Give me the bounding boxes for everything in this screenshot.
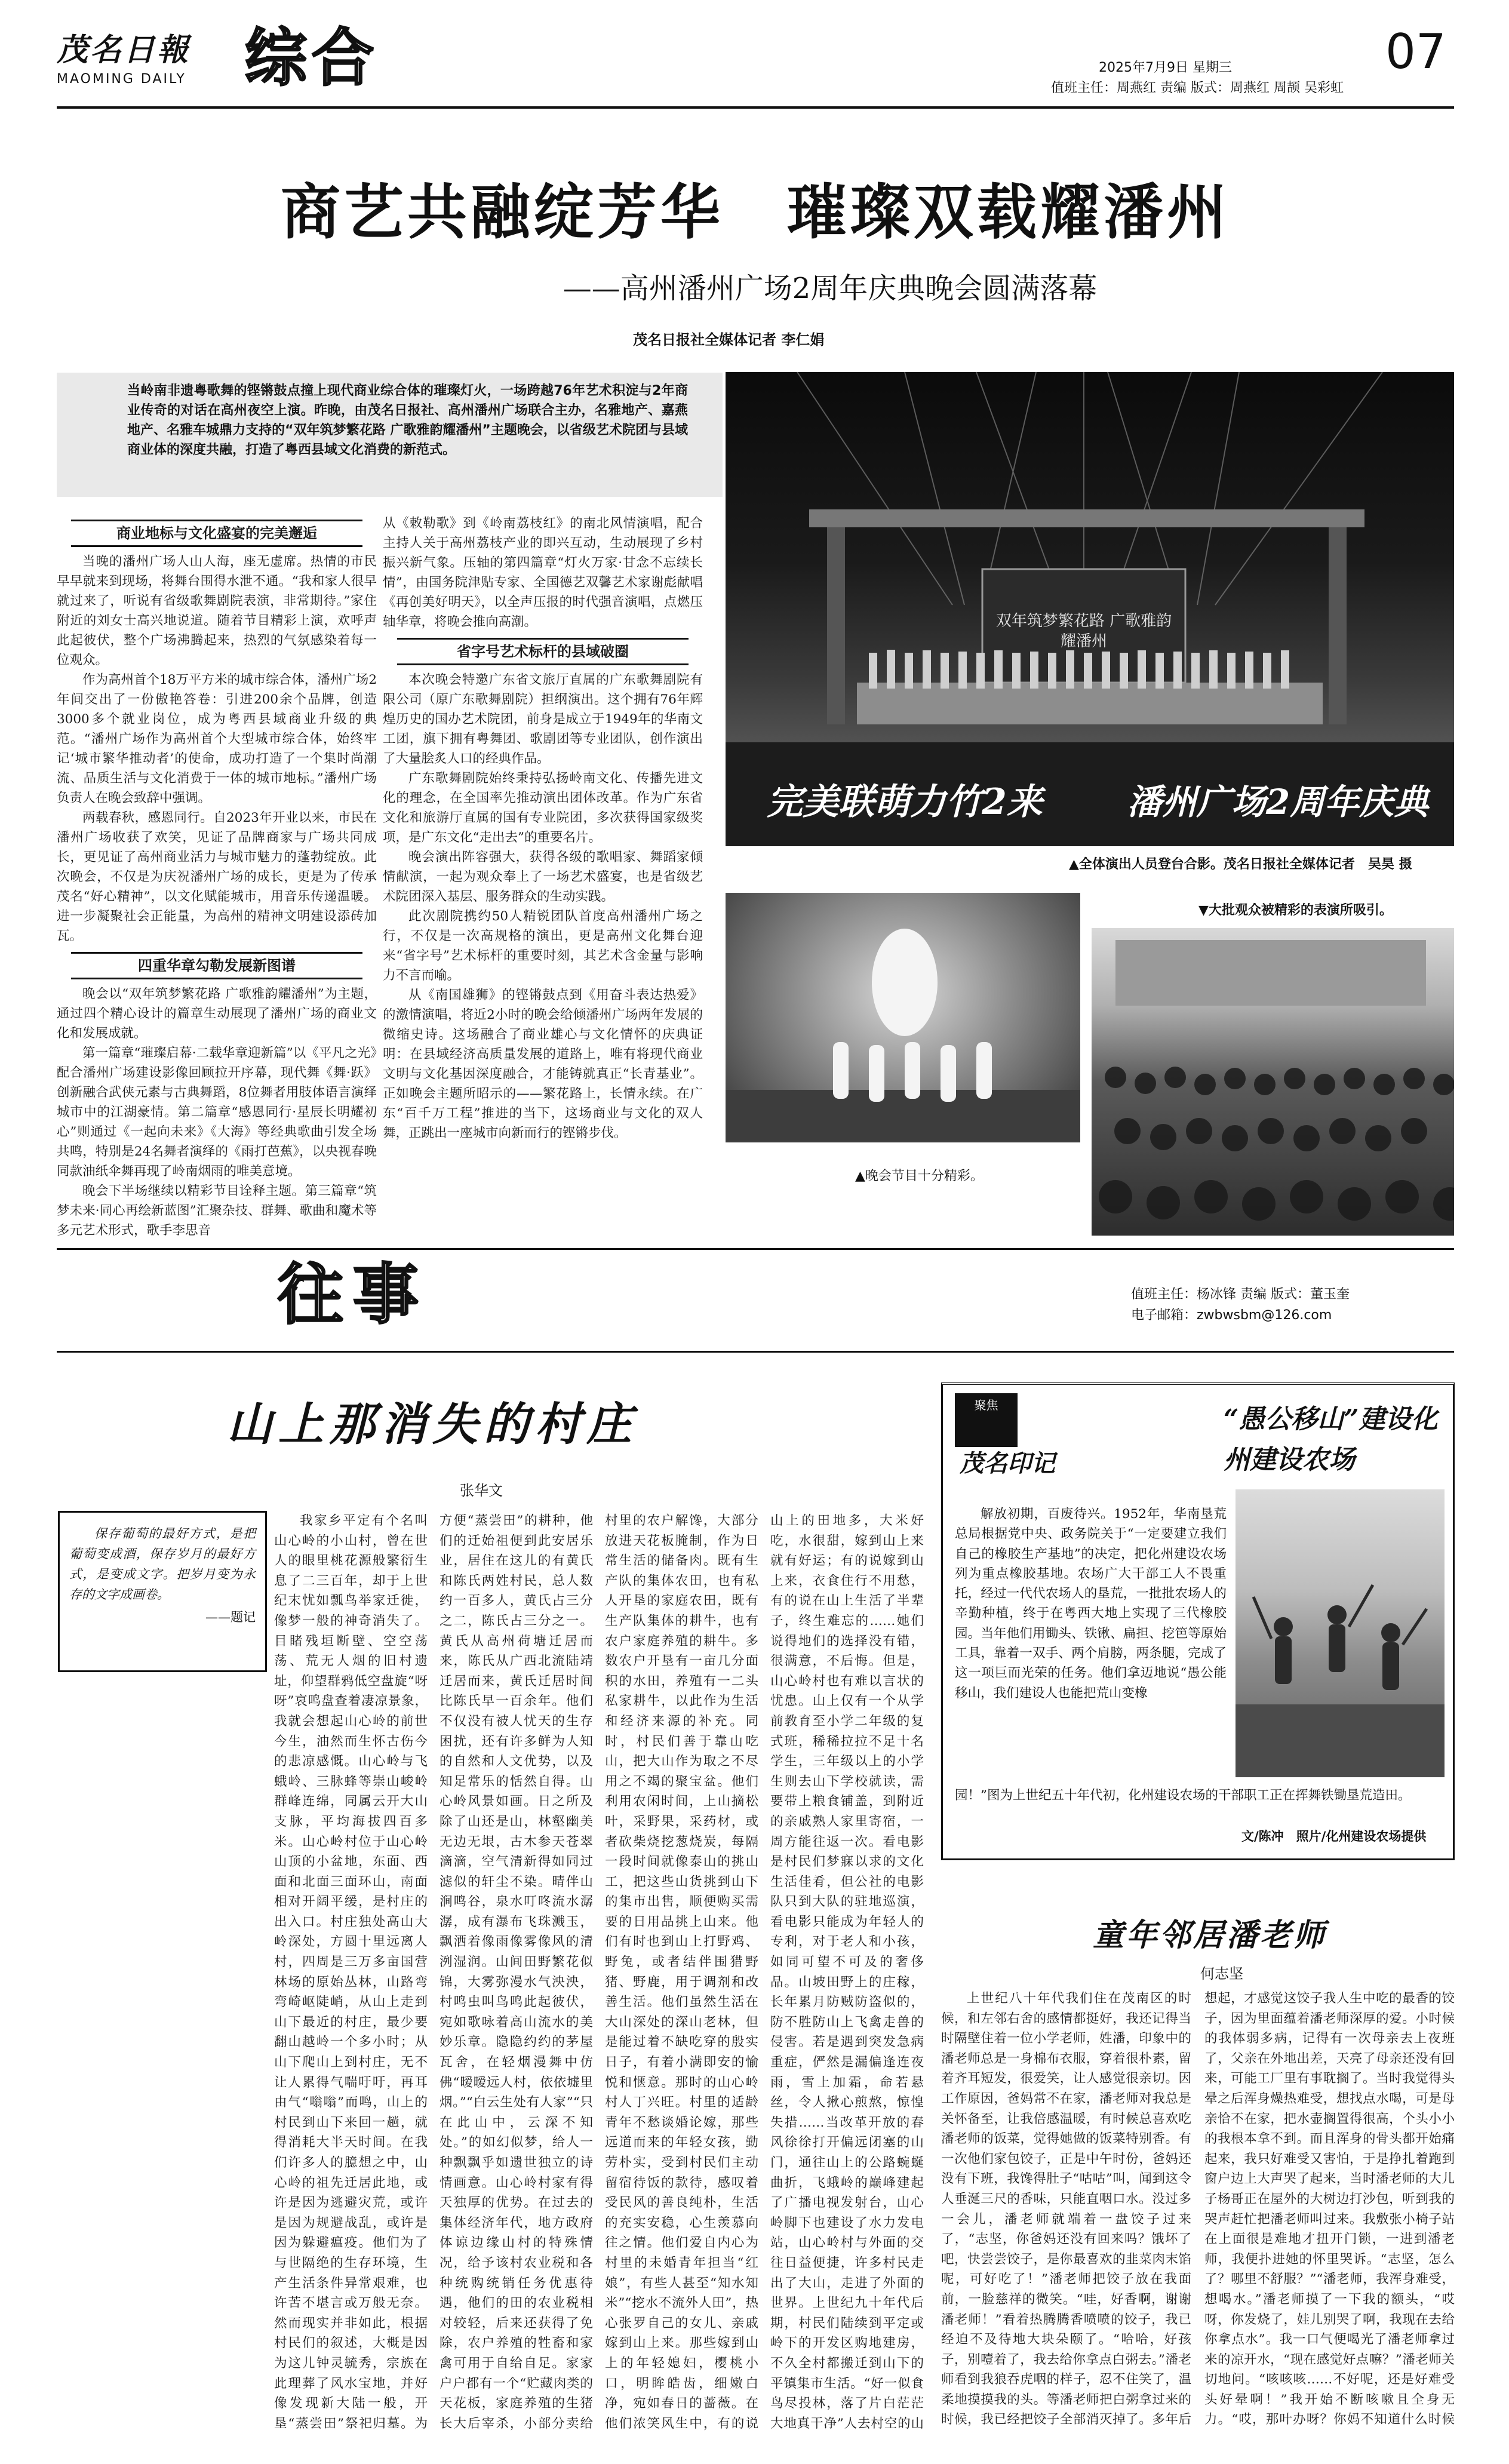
article3-title: 童年邻居潘老师 bbox=[1093, 1917, 1327, 1953]
banner-right: 潘州广场2周年庆典 bbox=[1127, 782, 1429, 822]
history-editors: 值班主任：杨冰锋 责编 版式：董玉奎 bbox=[1131, 1287, 1350, 1302]
article3-body bbox=[941, 1989, 1455, 2448]
section-divider bbox=[57, 1248, 1454, 1250]
dance-photo bbox=[726, 893, 1080, 1142]
stage-group-photo bbox=[726, 372, 1454, 846]
lead-paragraph: 第一篇章“璀璨启幕·二载华章迎新篇”以《平凡之光》配合潘州广场建设影像回顾拉开序幕，现代舞《舞·跃》创新融合武侠元素与古典舞蹈，8位舞者用肢体语言演绎城市中的江湖豪情。第二篇章“感恩同行·星辰长明耀初心”则通过《一起向未来》《大海》等经典歌曲引发全场共鸣，特别是24名舞者演绎的《雨打芭蕉》，以央视春晚同款油纸伞舞再现了岭南烟雨的唯美意境。 bbox=[57, 1046, 377, 1179]
audience-photo bbox=[1092, 928, 1454, 1236]
article1-epigraph: 保存葡萄的最好方式，是把葡萄变成酒，保存岁月的最好方式，是变成文字。把岁月变为永存的文字成画卷。 bbox=[69, 1526, 256, 1602]
lead-paragraph: 此次剧院携约50人精锐团队首度高州潘州广场之行，不仅是一次高规格的演出，更是高州文化舞台迎来“省字号”艺术标杆的重要时刻，其艺术含金量与影响力不言而喻。 bbox=[383, 909, 703, 983]
article2-caption: 园！”图为上世纪五十年代初，化州建设农场的干部职工正在挥舞铁锄垦荒造田。 bbox=[955, 1788, 1411, 1803]
stage-screen-text: 双年筑梦繁花路 广歌雅韵耀潘州 bbox=[995, 612, 1172, 650]
article2-body: 解放初期，百废待兴。1952年，华南垦荒总局根据党中央、政务院关于“一定要建立我们自己的橡胶生产基地”的决定，把化州建设农场列为重点橡胶基地。农场广大干部工人不畏重托，经过一代代农场人的垦荒，一批批农场人的辛勤种植，终于在粤西大地上实现了三代橡胶园。当年他们用锄头、铁锹、扁担、挖笆等原始工具，靠着一双手、两个肩膀，两条腿，完成了这一项巨而光荣的任务。他们拿迈地说“愚公能移山，我们建设人也能把荒山变橡 bbox=[955, 1507, 1227, 1701]
lead-intro-box bbox=[57, 373, 723, 497]
lead-title: 商艺共融绽芳华 璀璨双载耀潘州 bbox=[281, 177, 1230, 247]
article1-author: 张华文 bbox=[460, 1482, 503, 1499]
paper-logo bbox=[57, 32, 230, 87]
article1-epigraph-source: ——题记 bbox=[205, 1610, 256, 1624]
caption-audience-photo: ▼大批观众被精彩的表演所吸引。 bbox=[1198, 903, 1393, 918]
history-section-title: 往事 bbox=[278, 1256, 428, 1333]
stage-lights-graphic bbox=[726, 372, 1454, 846]
section-title: 综合 bbox=[245, 21, 379, 94]
lead-paragraph: 从《南国雄狮》的铿锵鼓点到《用奋斗表达热爱》的激情演唱，将近2小时的晚会给倾潘州广场两年发展的微缩史诗。这场融合了商业雄心与文化情怀的庆典证明：在县域经济高质量发展的道路上，唯有将现代商业文明与文化基因深度融合，才能铸就真正“长青基业”。正如晚会主题所昭示的——繁花路上，长情永续。在广东“百千万工程”推进的当下，这场商业与文化的双人舞，正跳出一座城市向新而行的铿锵步伐。 bbox=[383, 988, 703, 1141]
crowd-graphic bbox=[1092, 928, 1454, 1236]
article2-stamp-text: 聚焦 bbox=[974, 1398, 998, 1412]
article2-credit: 文/陈冲 照片/化州建设农场提供 bbox=[1241, 1829, 1427, 1844]
paper-name-en: MAOMING DAILY bbox=[57, 72, 186, 87]
lead-column-2 bbox=[383, 514, 703, 1248]
article2-title: “愚公移山”建设化州建设农场 bbox=[1224, 1404, 1438, 1475]
article2-box bbox=[941, 1382, 1455, 1860]
lead-paragraph: 晚会下半场继续以精彩节目诠释主题。第三篇章“筑梦未来·同心再绘新蓝图”汇聚杂技、群舞、歌曲和魔术等多元艺术形式，歌手李思音 bbox=[57, 1184, 377, 1238]
lead-paragraph: 本次晚会特邀广东省文旅厅直属的广东歌舞剧院有限公司（原广东歌舞剧院）担纲演出。这个拥有76年辉煌历史的国办艺术院团，前身是成立于1949年的华南文工团，旗下拥有粤舞团、歌剧团等专业团队，创作演出了大量脍炙人口的经典作品。 bbox=[383, 672, 703, 766]
lead-paragraph: 晚会以“双年筑梦繁花路 广歌雅韵耀潘州”为主题，通过四个精心设计的篇章生动展现了潘州广场的商业文化和发展成就。 bbox=[57, 987, 377, 1041]
article1-body-text bbox=[274, 1511, 924, 2445]
article3-paragraph: 上世纪八十年代我们住在茂南区的时候，和左邻右舍的感情都挺好，我还记得当时隔壁住着一位小学老师，姓潘，印象中的潘老师总是一身棉布衣服，穿着很朴素，留着齐耳短发，很爱笑，让人感觉很亲切。因工作原因，爸妈常不在家，潘老师对我总是关怀备至，让我倍感温暖，有时候总喜欢吃潘老师的饭菜，觉得她做的饭菜特别香。有一次他们家包饺子，正是中午时份，爸妈还没有下班，我馋得肚子“咕咕”叫，闻到这令人垂涎三尺的香味，只能直咽口水。没过多一会儿，潘老师就端着一盘饺子过来了，“志坚，你爸妈还没有回来吗？饿坏了吧，快尝尝饺子，是你最喜欢的韭菜肉末馅呢，可好吃了！”潘老师把饺子放在我面前，一脸慈祥的微笑。“哇，好香啊，谢谢潘老师！”看着热腾腾香喷喷的饺子，我已经迫不及待地大块朵颐了。“哈哈，好孩子，别噎着了，我去给你拿点白粥去。”潘老师看到我狼吞虎咽的样子，忍不住笑了，温柔地摸摸我的头。等潘老师把白粥拿过来的时候，我已经把饺子全部消灭掉了。多年后想起，才感觉这饺子我人生中吃的最香的饺子，因为里面蕴着潘老师深厚的爱。小时候的我体弱多病，记得有一次母亲去上夜班了，父亲在外地出差，天亮了母亲还没有回来，可能工厂里有事耽搁了。当时我觉得头晕之后浑身燥热难受，想找点水喝，可是母亲恰不在家，把水壶搁置得很高，个头小小的我根本拿不到。而且浑身的骨头都开始痛起来，我只好难受又害怕，于是挣扎着跑到窗户边上大声哭了起来，当时潘老师的大儿子杨哥正在屋外的大树边打沙包，听到我的哭声赶忙把潘老师叫过来。我敷张小椅子站在上面很是难地才扭开门锁，一进到潘老师，我便扑进她的怀里哭诉。“志坚，怎么了？哪里不舒服？”“潘老师，我浑身难受，想喝水。”潘老师摸了一下我的额头，“哎呀，你发烧了，娃儿别哭了啊，我现在去给你拿点水”。我一口气便喝光了潘老师拿过来的凉开水，“现在感觉好点嘛？”潘老师关切地问。“咳咳咳……不好呢，还是好难受头好晕啊！”我开始不断咳嗽且全身无力。“哎，那叶办呀？你妈不知道什么时候 bbox=[941, 1991, 1455, 2428]
history-email: 电子邮箱：zwbwsbm@126.com bbox=[1131, 1308, 1332, 1323]
article1-title: 山上那消失的村庄 bbox=[227, 1397, 638, 1451]
farm-photo bbox=[1236, 1489, 1445, 1777]
banner-left: 完美联萌力竹2来 bbox=[767, 781, 1043, 823]
lead-paragraph: 作为高州首个18万平方米的城市综合体，潘州广场2年间交出了一份傲艳答卷：引进200余个品牌，创造3000多个就业岗位，成为粤西县域商业升级的典范。“潘州广场作为高州首个大型城市综合体，始终牢记‘城市繁华推动者’的使命，成功打造了一个集时尚潮流、品质生活与文化消费于一体的城市地标。”潘州广场负责人在晚会致辞中强调。 bbox=[57, 672, 377, 806]
lead-intro: 当岭南非遗粤歌舞的铿锵鼓点撞上现代商业综合体的璀璨灯火，一场跨越76年艺术积淀与2年商业传奇的对话在高州夜空上演。昨晚，由茂名日报社、高州潘州广场联合主办，名雅地产、嘉燕地产、名雅车城鼎力支持的“双年筑梦繁花路 广歌雅韵耀潘州”主题晚会，以省级艺术院团与县域商业体的深度共融，打造了粤西县域文化消费的新范式。 bbox=[127, 383, 688, 457]
page-number: 07 bbox=[1385, 24, 1446, 79]
article2-column-label: 茂名印记 bbox=[960, 1449, 1055, 1477]
lead-subhead-2: 四重华章勾勒发展新图谱 bbox=[71, 952, 362, 979]
history-rule bbox=[57, 1351, 1454, 1353]
lead-paragraph: 广东歌舞剧院始终秉持弘扬岭南文化、传播先进文化的理念，在全国率先推动演出团体改革。作为广东省文化和旅游厅直属的国有专业院团，多次获得国家级奖项，是广东文化“走出去”的重要名片。 bbox=[383, 771, 703, 845]
dancers-graphic bbox=[726, 893, 1080, 1142]
lead-paragraph: 两载春秋，感恩同行。自2023年开业以来，市民在潘州广场收获了欢笑，见证了品牌商家与广场共同成长，更见证了高州商业活力与城市魅力的蓬勃绽放。此次晚会，不仅是为庆祝潘州广场的成长，更是为了传承茂名“好心精神”，以文化赋能城市，用音乐传递温暖。进一步凝聚社会正能量，为高州的精神文明建设添砖加瓦。 bbox=[57, 810, 377, 944]
lead-subtitle: ——高州潘州广场2周年庆典晚会圆满落幕 bbox=[563, 272, 1098, 305]
lead-subhead-3: 省字号艺术标杆的县域破圈 bbox=[397, 638, 689, 665]
page-editors: 值班主任：周燕红 责编 版式：周燕红 周颉 吴彩虹 bbox=[1051, 81, 1344, 96]
article1-paragraph: 我家乡平定有个名叫山心岭的小山村，曾在世人的眼里桃花源般繁衍生息了二三百年，却于上世纪末忧如瓢鸟举家迁徙，像梦一般的神奇消失了。目睹残垣断壁、空空荡荡、荒无人烟的旧村遗址，仰望群鸦低空盘旋“呀呀”哀鸣盘查着凄凉景象，我就会想起山心岭的前世今生，油然而生怀古伤今的悲凉感慨。山心岭与飞蛾岭、三脉蜂等崇山峻岭群峰连绵，同属云开大山支脉，平均海拔四百多米。山心岭村位于山心岭山顶的小盆地，东面、西面和北面三面环山，南面相对开阔平缓，是村庄的出入口。村庄独处高山大岭深处，方圆十里远离人村，四周是三万多亩国营林场的原始丛林，山路弯弯崎岖陡峭，从山上走到山下最近的村庄，最少要翻山越岭一个多小时；从山下爬山上到村庄，无不让人累得气喘吁吁，再耳由气“嗡嗡”而鸣，山上的村民到山下来回一趟，就得消耗大半天时间。在我们许多人的臆想之中，山心岭的祖先迁居此地，或许是因为逃避灾荒，或许是因为规避战乱，或许是因为躲避瘟疫。他们为了与世隔绝的生存环境，生产生活条件异常艰难，也许苦不堪言或万般无奈。然而现实并非如此，根据村民们的叙述，大概是因为这儿钟灵毓秀，宗族在此理葬了风水宝地，并好像发现新大陆一般，开垦“蒸尝田”祭祀归墓。为方便“蒸尝田”的耕种，他们的迁始祖便到此安居乐业，居住在这儿的有黄氏和陈氏两姓村民，总人数约一百多人，黄氏占三分之二，陈氏占三分之一。黄氏从高州荷塘迁居而来，陈氏从广西北流陆靖迁居而来，黄氏迁居时间比陈氏早一百余年。他们不仅没有被人忧天的生存困扰，还有许多鲜为人知的自然和人文优势，以及知足常乐的恬然自得。山心岭风景如画。日之所及除了山还是山，林壑幽美无边无垠，古木参天苍翠滴滴，空气清新得如同过滤似的轩尘不染。晴伴山涧鸣谷，泉水叮咚流水潺潺，成有瀑布飞珠溅玉，飘洒着像雨像雾像风的清洌湿润。山间田野繁花似锦，大雾弥漫水气泱泱，村鸣虫叫鸟鸣此起彼伏，宛如歌咏着高山流水的美妙乐章。隐隐约约的茅屋瓦舍，在轻烟漫舞中仿佛“暧暧远人村，依依墟里烟。”“白云生处有人家”“只在此山中，云深不知处。”的如幻似梦，给人一种飘飘乎如遗世独立的诗情画意。山心岭村家有得天独厚的优势。在过去的集体经济年代，地方政府体谅边缘山村的特殊情况，给予该村农业税和各种统购统销任务优惠待遇，他们的田的农业税相对较轻，后来还获得了免除，农户养殖的牲畜和家禽可用于自给自足。家家户户都有一个“贮藏肉类的天花板，家庭养殖的生猪长大后宰杀，小部分卖给村里的农户解馋，大部分放进天花板腌制，作为日常生活的储备肉。既有生产队的集体农田，也有私人开垦的家庭农田，既有生产队集体的耕牛，也有农户家庭养殖的耕牛。多数农户开垦有一亩几分面积的水田，养殖有一二头私家耕牛，以此作为生活和经济来源的补充。同时，村民们善于靠山吃山，把大山作为取之不尽用之不竭的聚宝盆。他们利用农闲时间，上山摘松叶，采野果，采药材，或者砍柴烧挖葱烧炭，每隔一段时间就像泰山的挑山工，把这些山货挑到山下的集市出售，顺便购买需要的日用品挑上山来。他们有时也到山上打野鸡、野兔，或者结伴围猎野猪、野鹿，用于调剂和改善生活。他们虽然生活在大山深处的深山老林，但是能过着不缺吃穿的殷实日子，有着小满即安的愉悦和惬意。那时的山心岭村人丁兴旺。村里的适龄青年不愁谈婚论嫁，那些远道而来的年轻女孩，勤劳朴实，受到村民们主动留宿待饭的款待，感叹着受民风的善良纯朴，生活的充实安稳，心生羡慕向往之情。他们爱自内心为村里的未婚青年担当“红娘”，有些人甚至“知水知米”“挖水不流外人田”，热心张罗自己的女儿、亲戚嫁到山上来。那些嫁到山上的年轻媳妇，樱桃小口，明眸皓齿，细嫩白净，宛如春日的蔷薇。在他们浓笑风生中，有的说山上的田地多，大米好吃，水很甜，嫁到山上来就有好运；有的说嫁到山上来，衣食住行不用愁，有的说在山上生活了半辈子，终生难忘的……她们说得地们的选择没有错，很满意，不后悔。但是，山心岭村也有难以言状的忧患。山上仅有一个从学前教育至小学二年级的复式班，稀稀拉拉不足十名学生，三年级以上的小学生则去山下学校就读，需要带上粮食铺盖，到附近的亲戚熟人家里寄宿，一周方能往返一次。看电影是村民们梦寐以求的文化生活佳肴，但公社的电影队只到大队的驻地巡演，看电影只能成为年轻人的专利，对于老人和小孩，如同可望不可及的奢侈品。山坡田野上的庄稼，长年累月防贼防盗似的，防不胜防山上飞禽走兽的侵害。若是遇到突发急病重症，俨然是漏偏逢连夜雨，雪上加霜，命若悬丝，令人揪心煎熬，惊惶失措……当改革开放的春风徐徐打开偏远闭塞的山门，通往山上的公路蜿蜒曲折，飞蛾岭的巅峰建起了广播电视发射台，山心岭脚下也建设了水力发电站，山心岭村与外面的交往日益便捷，许多村民走出了大山，走进了外面的世界。上世纪九十年代后期，村民们陆续到平定或岭下的开发区购地建房，不久全村都搬迁到山下的平镇集市生活。“好一似食鸟尽投林，落了片白茫茫大地真干净”人去村空的山 bbox=[274, 1513, 924, 2431]
article3-author: 何志坚 bbox=[1200, 1965, 1243, 1982]
page-date: 2025年7月9日 星期三 bbox=[1099, 60, 1232, 75]
caption-dance-photo: ▲晚会节目十分精彩。 bbox=[855, 1169, 984, 1184]
paper-name: 茂名日報 bbox=[57, 32, 191, 68]
article2-stamp bbox=[955, 1393, 1018, 1447]
farm-workers-graphic bbox=[1236, 1489, 1445, 1777]
lead-column-1 bbox=[57, 514, 377, 1248]
lead-paragraph: 从《敕勒歌》到《岭南荔枝红》的南北风情演唱，配合主持人关于高州荔枝产业的即兴互动，生动展现了乡村振兴新气象。压轴的第四篇章“灯火万家·甘念不忘续长情”，由国务院津贴专家、全国德艺双馨艺术家谢彪献唱《再创美好明天》，以全声压报的时代强音演唱，点燃压轴华章，将晚会推向高潮。 bbox=[383, 516, 703, 629]
lead-subhead-1: 商业地标与文化盛宴的完美邂逅 bbox=[71, 520, 362, 547]
lead-paragraph: 当晚的潘州广场人山人海，座无虚席。热情的市民早早就来到现场，将舞台围得水泄不通。“我和家人很早就过来了，听说有省级歌舞剧院表演，非常期待。”家住附近的刘女士高兴地说道。随着节目精彩上演，欢呼声此起彼伏，整个广场沸腾起来，热烈的气氛感染着每一位观众。 bbox=[57, 554, 377, 668]
masthead bbox=[57, 21, 1454, 99]
masthead-rule bbox=[57, 106, 1454, 109]
caption-main-photo: ▲全体演出人员登台合影。茂名日报社全媒体记者 吴昊 摄 bbox=[1069, 857, 1412, 872]
lead-paragraph: 晚会演出阵容强大，获得各级的歌唱家、舞蹈家倾情献演，一起为观众奉上了一场艺术盛宴，也是省级艺术院团深入基层、服务群众的生动实践。 bbox=[383, 850, 703, 904]
article1-body bbox=[58, 1511, 924, 2445]
lead-byline: 茂名日报社全媒体记者 李仁娟 bbox=[633, 331, 825, 348]
